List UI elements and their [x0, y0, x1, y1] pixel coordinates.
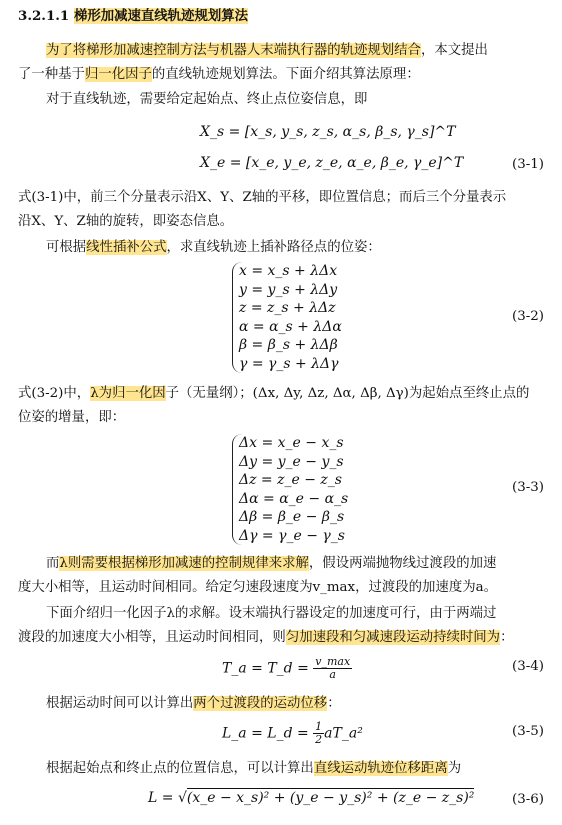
eq5-fraction: [313, 721, 324, 746]
eq5-num: 1: [315, 720, 323, 733]
lambda-post: ，假设两端抛物线过渡段的加速: [308, 556, 497, 571]
interp-pre: 可根据: [46, 240, 87, 255]
sys3-row: Δx = x_e − x_s: [239, 435, 344, 451]
eq4-lhs: T_a = T_d =: [222, 660, 314, 677]
eq4-den: a: [329, 668, 336, 681]
sqrt-sign: √: [177, 790, 187, 806]
eq-label-3-2: (3-2): [511, 309, 544, 324]
sys2-row: y = y_s + λΔy: [239, 281, 338, 298]
sys2-row: α = α_s + λΔα: [239, 318, 342, 335]
solve-post: ：: [500, 630, 514, 645]
para-3-1-line1: 式(3-1)中，前三个分量表示沿X、Y、Z轴的平移，即位置信息；而后三个分量表示: [18, 190, 507, 205]
intro-line2-highlight: 归一化因子: [84, 67, 152, 82]
sys3-row: Δβ = β_e − β_s: [239, 509, 345, 525]
dist-post: 为: [447, 761, 462, 776]
eq-label-3-4: (3-4): [511, 659, 544, 674]
disp-post: ：: [327, 696, 341, 711]
eq6-radicand: (x_e − x_s)² + (y_e − y_s)² + (z_e − z_s)²: [186, 790, 475, 806]
sys2-row: z = z_s + λΔz: [239, 300, 336, 316]
disp-highlight: 两个过渡段的运动位移: [193, 696, 328, 711]
solve-pre: 渡段的加速度大小相等，且运动时间相同，则: [18, 630, 286, 645]
para-3-1-line2: 沿X、Y、Z轴的旋转，即姿态信息。: [18, 214, 234, 229]
section-heading: [18, 4, 546, 28]
eq-label-3-6: (3-6): [511, 792, 544, 807]
eq-label-3-1: (3-1): [511, 157, 544, 172]
para-3-2-line2: 位姿的增量，即：: [18, 410, 126, 425]
eq-end-pose: X_e = [x_e, y_e, z_e, α_e, β_e, γ_e]^T: [200, 155, 464, 171]
intro-line2-post: 的直线轨迹规划算法。下面介绍其算法原理：: [151, 67, 420, 82]
disp-line: [46, 692, 546, 716]
section-title: 梯形加减速直线轨迹规划算法: [73, 8, 249, 24]
eq6-lhs: L =: [148, 790, 178, 806]
lambda-line1: [46, 552, 546, 576]
eq-label-3-5: (3-5): [511, 724, 544, 739]
interp-highlight: 线性插补公式: [86, 240, 167, 255]
intro-line2-pre: 了一种基于: [18, 67, 85, 82]
eq-label-3-3: (3-3): [511, 480, 544, 495]
lambda-highlight: λ则需要根据梯形加减速的控制规律来求解: [59, 556, 309, 571]
section-number: 3.2.1.1: [18, 8, 70, 24]
eq5-lhs: L_a = L_d =: [222, 725, 314, 742]
intro-rest: ，本文提出: [420, 43, 488, 58]
disp-pre: 根据运动时间可以计算出: [46, 696, 194, 711]
linear-traj-text: 对于直线轨迹，需要给定起始点、终止点位姿信息，即: [46, 92, 368, 107]
eq-start-pose: X_s = [x_s, y_s, z_s, α_s, β_s, γ_s]^T: [200, 124, 456, 140]
sys3-row: Δy = y_e − y_s: [239, 453, 344, 470]
dist-line: [46, 757, 546, 781]
eq4-fraction: [313, 656, 352, 681]
interp-post: ，求直线轨迹上插补路径点的位姿：: [166, 240, 381, 255]
sys2-row: x = x_s + λΔx: [239, 263, 338, 279]
interp-line: [46, 236, 546, 260]
para32-highlight: λ为归一化因: [90, 386, 166, 401]
eq-time: [222, 656, 352, 681]
eq-displacement: [222, 721, 363, 746]
intro-line-1: [46, 39, 546, 63]
sys2-row: γ = γ_s + λΔγ: [239, 355, 339, 372]
sys3-row: Δz = z_e − z_s: [239, 472, 342, 488]
dist-pre: 根据起始点和终止点的位置信息，可以计算出: [46, 761, 314, 776]
equation-system-3-2: [232, 262, 342, 373]
para32-pre: 式(3-2)中，: [18, 386, 91, 401]
solve-line2: [18, 626, 546, 650]
eq5-rhs: aT_a²: [324, 725, 363, 742]
solve-line1: 下面介绍归一化因子λ的求解。设末端执行器设定的加速度可行，由于两端过: [46, 606, 497, 621]
eq5-den: 2: [315, 733, 323, 746]
sys3-row: Δγ = γ_e − γ_s: [239, 527, 345, 544]
intro-line-2: [18, 63, 546, 87]
sys2-row: β = β_s + λΔβ: [239, 337, 338, 353]
lambda-line2: 度大小相等，且运动时间相同。给定匀速段速度为v_max，过渡段的加速度为a。: [18, 580, 497, 595]
lambda-pre: 而: [46, 556, 60, 571]
eq-distance: [148, 790, 474, 806]
solve-highlight: 匀加速段和匀减速段运动持续时间为: [285, 630, 501, 645]
para32-post: 子（无量纲）；(Δx, Δy, Δz, Δα, Δβ, Δγ)为起始点至终止点的: [165, 386, 530, 401]
dist-highlight: 直线运动轨迹位移距离: [313, 761, 448, 776]
intro-highlight: 为了将梯形加减速控制方法与机器人末端执行器的轨迹规划结合: [46, 43, 421, 58]
para-3-2-line1: [18, 382, 546, 406]
equation-system-3-3: [232, 434, 348, 545]
sys3-row: Δα = α_e − α_s: [239, 490, 349, 507]
eq4-num: v_max: [315, 655, 351, 668]
